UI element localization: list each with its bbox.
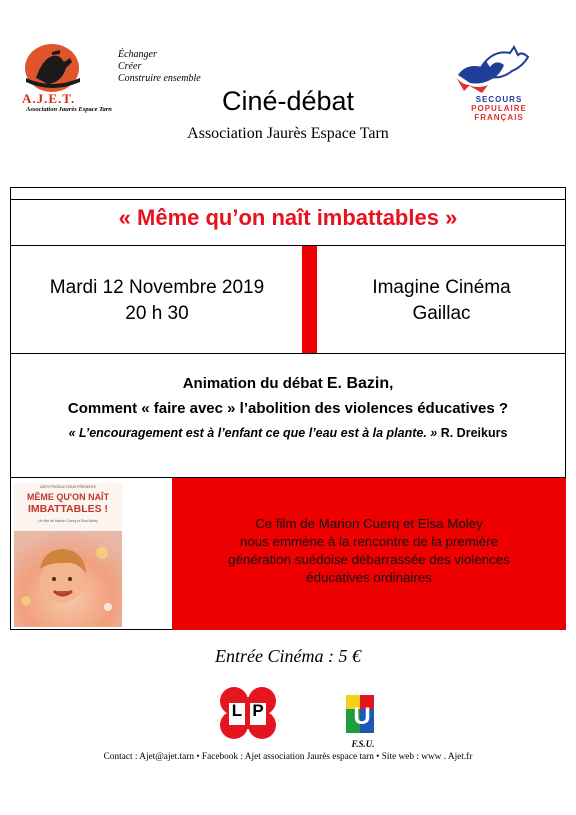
contact-footer: Contact : Ajet@ajet.tarn • Facebook : Ajet association Jaurès espace tarn • Site web : www . Ajet.fr xyxy=(103,752,473,762)
session-datetime xyxy=(12,275,302,327)
film-title: « Même qu’on naît imbattables » xyxy=(118,205,458,230)
ajet-tagline: Échanger xyxy=(118,49,157,60)
animator-name: E. Bazin xyxy=(326,375,390,392)
venue-name: Imagine Cinéma xyxy=(372,277,511,298)
quote-text: « L’encouragement est à l’enfant ce que l’eau est à la plante. » xyxy=(68,426,438,440)
debate-question: Comment « faire avec » l’abolition des violences éducatives ? xyxy=(67,400,509,417)
description-line: nous emmène à la rencontre de la première xyxy=(240,534,498,549)
table-divider xyxy=(10,353,566,354)
poster-title-line1: MÊME QU'ON NAÎT xyxy=(26,492,110,502)
animation-suffix: , xyxy=(389,375,394,392)
lp-letter: P xyxy=(252,701,264,720)
ajet-tagline: Construire ensemble xyxy=(118,73,201,84)
fsu-letter: U xyxy=(353,703,371,730)
session-time: 20 h 30 xyxy=(125,303,189,324)
fsu-logo xyxy=(342,693,384,753)
description-line: éducatives ordinaires xyxy=(306,570,432,585)
secours-line: SECOURS xyxy=(475,95,523,104)
animation-line xyxy=(10,375,566,393)
secours-line: FRANÇAIS xyxy=(474,113,524,122)
red-separator-bar xyxy=(302,246,317,353)
description-line: génération suédoise débarrassée des violences xyxy=(228,552,510,567)
page-title: Ciné-débat xyxy=(221,86,355,116)
lp-clover-icon xyxy=(214,685,282,741)
session-location xyxy=(317,275,566,327)
ajet-subtitle: Association Jaurès Espace Tarn xyxy=(26,106,112,113)
poster-title-line2: IMBATTABLES ! xyxy=(27,503,109,515)
lp-logo xyxy=(214,685,282,741)
table-divider xyxy=(10,199,566,200)
poster-top-line: ZAFO PRODUCTIONS PRÉSENTE xyxy=(39,485,96,489)
description-line: Ce film de Marion Cuerq et Elsa Moley xyxy=(255,516,483,531)
debate-quote xyxy=(10,426,566,440)
ajet-taglines xyxy=(118,49,201,85)
film-poster xyxy=(14,483,122,627)
entry-price: Entrée Cinéma : 5 € xyxy=(215,646,361,666)
ajet-name: A.J.E.T. xyxy=(22,91,76,106)
venue-city: Gaillac xyxy=(412,303,471,324)
poster-credit: Un film de Marion Cuerq et Elsa Moley xyxy=(38,519,98,523)
page-subtitle: Association Jaurès Espace Tarn xyxy=(187,125,389,142)
film-description xyxy=(172,515,566,587)
secours-line: POPULAIRE xyxy=(471,104,527,113)
lp-letter: L xyxy=(231,701,243,720)
ajet-tagline: Créer xyxy=(118,61,142,72)
table-divider xyxy=(10,245,566,246)
animation-prefix: Animation du débat xyxy=(182,375,327,392)
quote-author: R. Dreikurs xyxy=(437,426,508,440)
session-date: Mardi 12 Novembre 2019 xyxy=(49,277,265,298)
fsu-label: F.S.U. xyxy=(351,739,375,749)
